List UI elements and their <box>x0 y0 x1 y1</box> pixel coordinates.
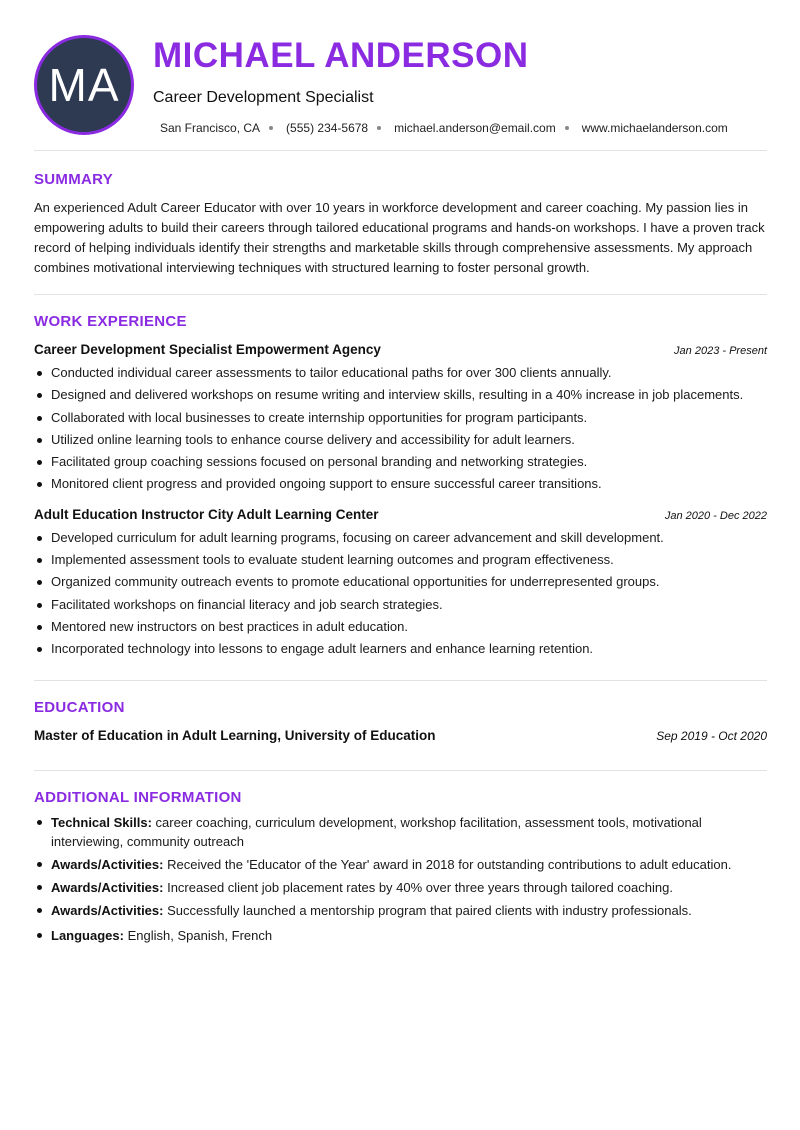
job-dates: Jan 2020 - Dec 2022 <box>664 509 767 522</box>
section-heading: WORK EXPERIENCE <box>34 313 187 330</box>
section-heading: SUMMARY <box>34 171 114 188</box>
list-item: Organized community outreach events to promote educational opportunities for underrepresented groups. <box>34 571 767 593</box>
job-bullet-list <box>34 362 767 496</box>
summary-section <box>34 151 767 295</box>
job-position: Adult Education Instructor City Adult Learning Center <box>34 506 379 522</box>
contact-bar <box>160 121 728 135</box>
item-text: Increased client job placement rates by 40% over three years through tailored coaching. <box>167 879 673 895</box>
degree: Master of Education in Adult Learning, University of Education <box>34 727 436 743</box>
list-item: Monitored client progress and provided ongoing support to ensure successful career transitions. <box>34 473 767 495</box>
item-text: Received the 'Educator of the Year' award in 2018 for outstanding contributions to adult education. <box>167 856 732 872</box>
job-bullet-list <box>34 527 767 661</box>
list-item <box>34 813 767 851</box>
candidate-name: MICHAEL ANDERSON <box>153 36 529 75</box>
list-item: Conducted individual career assessments to tailor educational paths for over 300 clients annually. <box>34 362 767 384</box>
list-item: Mentored new instructors on best practices in adult education. <box>34 616 767 638</box>
education-dates: Sep 2019 - Oct 2020 <box>656 728 767 743</box>
job-header <box>34 342 767 357</box>
list-item: Developed curriculum for adult learning programs, focusing on career advancement and skill development. <box>34 527 767 549</box>
section-heading: EDUCATION <box>34 698 125 716</box>
item-label: Languages: <box>51 927 124 943</box>
separator-dot <box>269 126 273 130</box>
list-item <box>34 926 767 945</box>
resume-header <box>34 0 767 151</box>
separator-dot <box>377 126 381 130</box>
list-item: Facilitated workshops on financial literacy and job search strategies. <box>34 594 767 616</box>
list-item: Facilitated group coaching sessions focused on personal branding and networking strategies. <box>34 451 767 473</box>
additional-info-list <box>34 813 767 945</box>
job-header <box>34 507 767 522</box>
item-label: Technical Skills: <box>51 814 152 830</box>
contact-website[interactable]: www.michaelanderson.com <box>581 121 728 135</box>
separator-dot <box>565 126 569 130</box>
job-title: Career Development Specialist <box>153 89 374 106</box>
list-item <box>34 855 767 874</box>
summary-text: An experienced Adult Career Educator with over 10 years in workforce development and career coaching. My passion lies in empowering adults to build their careers through tailored educational programs and hands-on workshops. I have a proven track record of helping individuals identify their strengths and marketable skills through comprehensive assessments. My approach combines motivational interviewing techniques with structured learning to foster personal growth. <box>34 200 765 275</box>
list-item: Incorporated technology into lessons to engage adult learners and enhance learning retention. <box>34 638 767 660</box>
list-item: Utilized online learning tools to enhance course delivery and accessibility for adult learners. <box>34 429 767 451</box>
avatar <box>34 35 134 135</box>
item-label: Awards/Activities: <box>51 879 164 895</box>
contact-location: San Francisco, CA <box>160 121 261 135</box>
list-item: Collaborated with local businesses to create internship opportunities for program participants. <box>34 407 767 429</box>
work-experience-section <box>34 295 767 681</box>
item-label: Awards/Activities: <box>51 902 164 918</box>
item-text: Successfully launched a mentorship program that paired clients with industry professionals. <box>167 902 692 918</box>
education-entry <box>34 728 767 743</box>
education-section <box>34 681 767 771</box>
job-dates: Jan 2023 - Present <box>674 345 767 357</box>
item-text: career coaching, curriculum development, workshop facilitation, assessment tools, motivational interviewing, community outreach <box>51 814 702 849</box>
list-item: Designed and delivered workshops on resume writing and interview skills, resulting in a 40% increase in job placements. <box>34 384 767 406</box>
avatar-initials: MA <box>48 59 120 111</box>
item-label: Awards/Activities: <box>51 856 164 872</box>
list-item <box>34 901 767 920</box>
job-entry <box>34 507 767 661</box>
job-entry <box>34 342 767 496</box>
contact-email[interactable]: michael.anderson@email.com <box>394 121 556 135</box>
job-position: Career Development Specialist Empowerment Agency <box>34 342 381 357</box>
contact-phone: (555) 234-5678 <box>286 121 369 135</box>
list-item <box>34 878 767 897</box>
additional-info-section <box>34 771 767 945</box>
list-item: Implemented assessment tools to evaluate student learning outcomes and program effectiveness. <box>34 549 767 571</box>
item-text: English, Spanish, French <box>127 927 273 943</box>
section-heading: ADDITIONAL INFORMATION <box>34 788 242 806</box>
